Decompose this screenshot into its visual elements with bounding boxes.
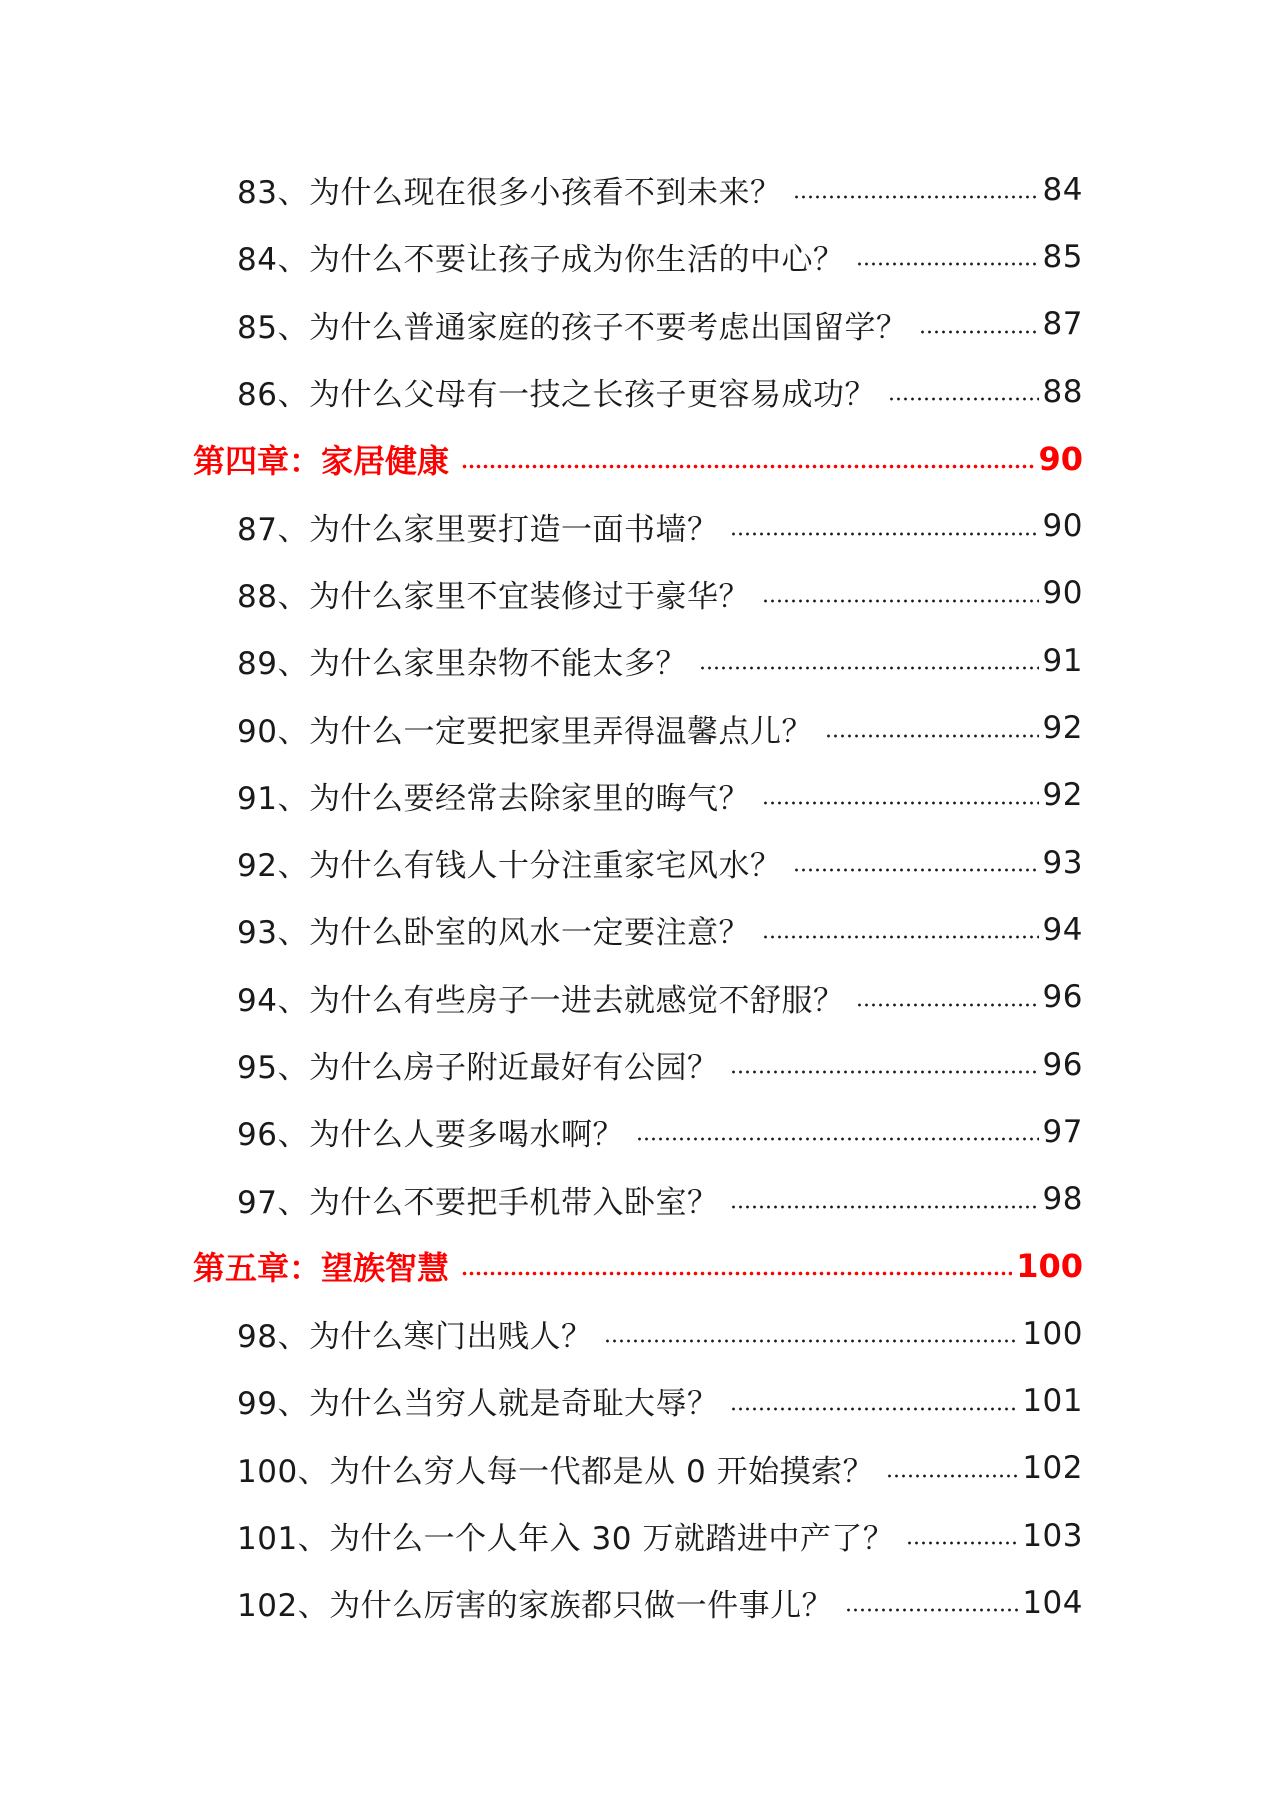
entry-title: 91、为什么要经常去除家里的晦气？ xyxy=(237,780,750,817)
toc-entry[interactable] xyxy=(0,223,1273,290)
toc-entry[interactable] xyxy=(0,358,1273,425)
entry-title: 88、为什么家里不宜装修过于豪华？ xyxy=(237,578,750,615)
page-number: 97 xyxy=(1042,1113,1083,1150)
page-number: 90 xyxy=(1038,439,1083,478)
page-number: 102 xyxy=(1022,1450,1083,1487)
entry-title: 95、为什么房子附近最好有公园？ xyxy=(237,1050,719,1086)
entry-title: 89、为什么家里杂物不能太多？ xyxy=(237,646,687,683)
toc-entry[interactable] xyxy=(0,1569,1273,1636)
entry-title: 90、为什么一定要把家里弄得温馨点儿？ xyxy=(237,713,813,750)
dot-leader xyxy=(888,376,1039,407)
page-number: 103 xyxy=(1022,1517,1083,1554)
entry-title: 85、为什么普通家庭的孩子不要考虑出国留学？ xyxy=(237,309,908,346)
page-number: 100 xyxy=(1016,1247,1083,1286)
entry-title: 98、为什么寒门出贱人？ xyxy=(237,1319,593,1356)
page-number: 87 xyxy=(1042,306,1083,343)
page-number: 91 xyxy=(1042,642,1083,679)
entry-title: 100、为什么穷人每一代都是从 0 开始摸索？ xyxy=(237,1453,875,1490)
page-number: 101 xyxy=(1022,1382,1083,1419)
dot-leader xyxy=(604,1318,1018,1349)
dot-leader xyxy=(762,780,1039,811)
toc-entry[interactable] xyxy=(0,1367,1273,1434)
entry-title: 84、为什么不要让孩子成为你生活的中心？ xyxy=(237,242,845,279)
toc-chapter-heading[interactable] xyxy=(0,425,1273,492)
page-number: 85 xyxy=(1042,238,1083,275)
entry-title: 97、为什么不要把手机带入卧室？ xyxy=(237,1184,719,1221)
page-number: 93 xyxy=(1042,844,1083,881)
dot-leader xyxy=(730,1385,1018,1416)
page-number: 100 xyxy=(1022,1315,1083,1352)
page-number: 96 xyxy=(1042,1046,1083,1083)
dot-leader xyxy=(762,578,1039,609)
chapter-title: 第五章：望族智慧 xyxy=(193,1249,450,1288)
toc-entry[interactable] xyxy=(0,896,1273,963)
entry-title: 99、为什么当穷人就是奇耻大辱？ xyxy=(237,1386,719,1423)
entry-title: 96、为什么人要多喝水啊？ xyxy=(237,1117,624,1154)
toc-entry[interactable] xyxy=(0,829,1273,896)
page-number: 84 xyxy=(1042,171,1083,208)
dot-leader xyxy=(461,1250,1012,1282)
page-number: 98 xyxy=(1042,1181,1083,1218)
dot-leader xyxy=(461,443,1034,475)
toc-chapter-heading[interactable] xyxy=(0,1233,1273,1300)
page-number: 92 xyxy=(1042,777,1083,814)
toc-entry[interactable] xyxy=(0,1098,1273,1165)
toc-entry[interactable] xyxy=(0,1031,1273,1098)
toc-entry[interactable] xyxy=(0,1165,1273,1232)
entry-title: 94、为什么有些房子一进去就感觉不舒服？ xyxy=(237,982,845,1019)
toc-entry[interactable] xyxy=(0,1502,1273,1569)
dot-leader xyxy=(856,241,1038,272)
dot-leader xyxy=(730,1049,1038,1080)
toc-entry[interactable] xyxy=(0,762,1273,829)
toc-entry[interactable] xyxy=(0,291,1273,358)
dot-leader xyxy=(919,309,1038,340)
dot-leader xyxy=(762,914,1039,945)
page-number: 90 xyxy=(1042,575,1083,612)
entry-title: 101、为什么一个人年入 30 万就踏进中产了？ xyxy=(237,1521,895,1558)
table-of-contents xyxy=(0,156,1273,1637)
dot-leader xyxy=(730,1184,1038,1215)
page-number: 104 xyxy=(1022,1584,1083,1621)
dot-leader xyxy=(699,645,1039,676)
entry-title: 87、为什么家里要打造一面书墙？ xyxy=(237,511,719,548)
dot-leader xyxy=(730,511,1038,542)
chapter-title: 第四章：家居健康 xyxy=(193,441,450,480)
dot-leader xyxy=(845,1587,1018,1618)
toc-entry[interactable] xyxy=(0,627,1273,694)
page-number: 96 xyxy=(1042,979,1083,1016)
dot-leader xyxy=(825,713,1039,744)
toc-entry[interactable] xyxy=(0,1435,1273,1502)
toc-entry[interactable] xyxy=(0,492,1273,559)
dot-leader xyxy=(636,1116,1039,1147)
entry-title: 102、为什么厉害的家族都只做一件事儿？ xyxy=(237,1588,834,1625)
toc-entry[interactable] xyxy=(0,694,1273,761)
dot-leader xyxy=(906,1520,1018,1551)
dot-leader xyxy=(793,174,1038,205)
dot-leader xyxy=(793,847,1038,878)
page-number: 94 xyxy=(1042,911,1083,948)
dot-leader xyxy=(886,1453,1018,1484)
entry-title: 86、为什么父母有一技之长孩子更容易成功？ xyxy=(237,377,876,414)
toc-entry[interactable] xyxy=(0,1300,1273,1367)
page-number: 92 xyxy=(1042,710,1083,747)
page-number: 90 xyxy=(1042,508,1083,545)
entry-title: 92、为什么有钱人十分注重家宅风水？ xyxy=(237,848,782,885)
toc-entry[interactable] xyxy=(0,964,1273,1031)
toc-entry[interactable] xyxy=(0,560,1273,627)
page-number: 88 xyxy=(1042,373,1083,410)
entry-title: 83、为什么现在很多小孩看不到未来？ xyxy=(237,175,782,212)
dot-leader xyxy=(856,982,1038,1013)
entry-title: 93、为什么卧室的风水一定要注意？ xyxy=(237,915,750,952)
toc-entry[interactable] xyxy=(0,156,1273,223)
